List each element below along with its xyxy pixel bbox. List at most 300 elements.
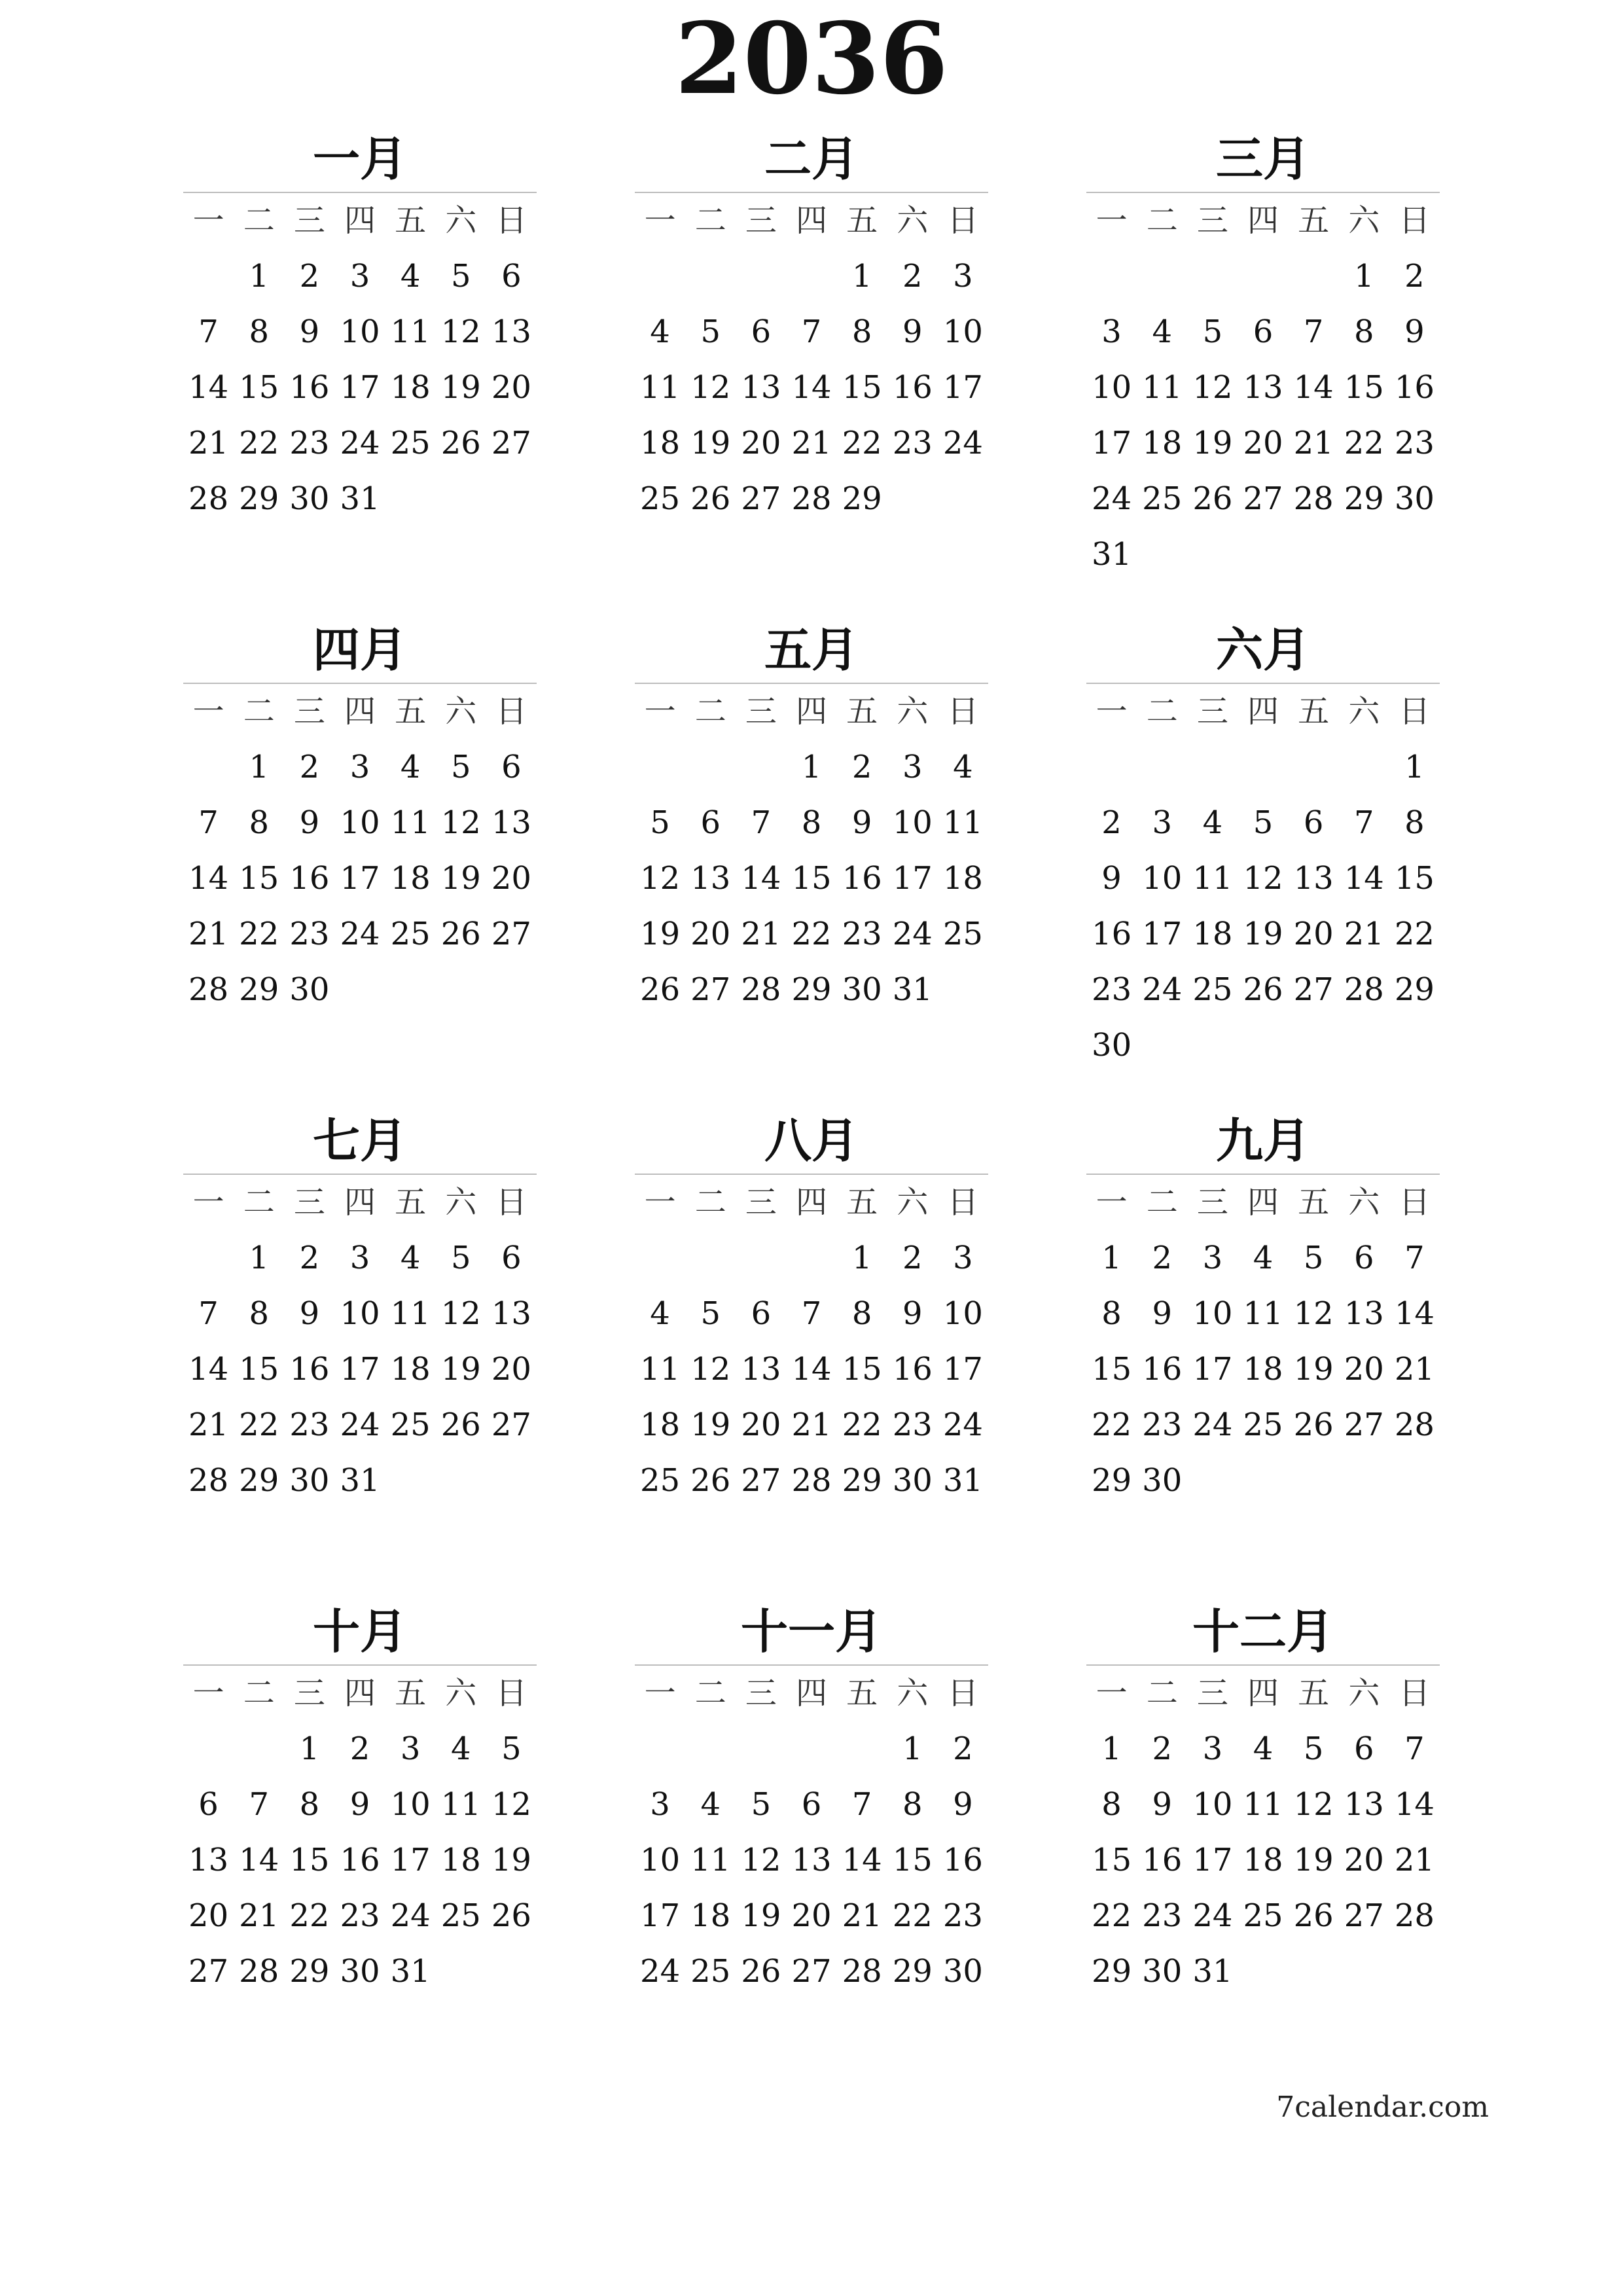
weekday-header: 日: [1399, 1184, 1431, 1221]
day-cell: 19: [1293, 1351, 1334, 1388]
day-cell: 3: [349, 1240, 370, 1276]
empty-cell: [635, 249, 685, 304]
day-cell: 3: [953, 258, 973, 295]
weekday-header: 三: [1196, 693, 1228, 730]
day-cell: 9: [953, 1786, 973, 1823]
day-cell: 14: [239, 1842, 279, 1878]
weekday-header: 日: [495, 1184, 527, 1221]
empty-cell: [1238, 740, 1288, 795]
day-cell: 30: [892, 1462, 933, 1499]
month-name: 二月: [635, 124, 988, 193]
day-cell: 2: [902, 1240, 923, 1276]
day-cell: 6: [501, 258, 522, 295]
day-cell: 16: [1142, 1351, 1183, 1388]
weekday-header: 六: [445, 1675, 477, 1712]
day-cell: 25: [1243, 1407, 1283, 1443]
day-cell: 31: [390, 1953, 431, 1990]
weekday-header: 四: [344, 1675, 376, 1712]
day-cell: 30: [842, 971, 882, 1008]
day-cell: 14: [1344, 860, 1384, 897]
weekday-header: 三: [293, 1675, 325, 1712]
weekday-header: 六: [1348, 693, 1380, 730]
weekday-header: 六: [1348, 1675, 1380, 1712]
day-cell: 28: [1293, 480, 1334, 517]
weekday-header: 一: [644, 1184, 676, 1221]
day-cell: 14: [741, 860, 781, 897]
day-cell: 27: [741, 1462, 781, 1499]
day-cell: 22: [1092, 1407, 1132, 1443]
day-cell: 26: [741, 1953, 781, 1990]
day-cell: 5: [1202, 314, 1223, 350]
day-cell: 13: [1344, 1295, 1384, 1332]
day-cell: 20: [491, 860, 531, 897]
empty-cell: [635, 740, 685, 795]
day-cell: 5: [1253, 804, 1274, 841]
day-cell: 7: [1303, 314, 1324, 350]
month-grid: [1086, 193, 1440, 583]
day-cell: 1: [1404, 749, 1425, 785]
day-cell: 9: [299, 1295, 320, 1332]
weekday-header: 三: [745, 693, 777, 730]
day-cell: 29: [239, 971, 279, 1008]
day-cell: 9: [299, 314, 320, 350]
day-cell: 30: [1142, 1462, 1183, 1499]
empty-cell: [736, 249, 786, 304]
month-grid: [635, 1175, 988, 1509]
weekday-header: 三: [293, 693, 325, 730]
day-cell: 17: [640, 1897, 681, 1934]
day-cell: 4: [650, 314, 670, 350]
day-cell: 3: [400, 1731, 421, 1767]
day-cell: 10: [390, 1786, 431, 1823]
weekday-header: 二: [1146, 693, 1178, 730]
day-cell: 6: [198, 1786, 219, 1823]
weekday-header: 五: [846, 1184, 878, 1221]
day-cell: 24: [390, 1897, 431, 1934]
day-cell: 23: [892, 1407, 933, 1443]
day-cell: 29: [289, 1953, 330, 1990]
day-cell: 21: [1293, 425, 1334, 461]
day-cell: 25: [1243, 1897, 1283, 1934]
day-cell: 28: [1394, 1407, 1435, 1443]
weekday-header: 一: [192, 202, 224, 239]
day-cell: 10: [1092, 369, 1132, 406]
day-cell: 25: [390, 916, 431, 952]
day-cell: 17: [1192, 1842, 1233, 1878]
day-cell: 30: [942, 1953, 983, 1990]
day-cell: 20: [1344, 1351, 1384, 1388]
weekday-header: 二: [694, 202, 726, 239]
day-cell: 26: [491, 1897, 531, 1934]
day-cell: 21: [791, 1407, 832, 1443]
weekday-header: 一: [644, 202, 676, 239]
weekday-header: 六: [1348, 1184, 1380, 1221]
day-cell: 9: [1404, 314, 1425, 350]
day-cell: 27: [1344, 1407, 1384, 1443]
day-cell: 5: [1303, 1240, 1324, 1276]
day-cell: 31: [340, 480, 380, 517]
day-cell: 30: [289, 971, 330, 1008]
day-cell: 4: [400, 1240, 421, 1276]
day-cell: 23: [1092, 971, 1132, 1008]
month-name: 十二月: [1086, 1597, 1440, 1666]
weekday-header: 六: [897, 202, 929, 239]
day-cell: 2: [902, 258, 923, 295]
month-name: 十月: [183, 1597, 537, 1666]
day-cell: 18: [640, 1407, 681, 1443]
day-cell: 27: [1243, 480, 1283, 517]
day-cell: 3: [349, 749, 370, 785]
day-cell: 16: [289, 860, 330, 897]
weekday-header: 四: [1247, 202, 1279, 239]
weekday-header: 五: [1298, 202, 1330, 239]
day-cell: 15: [791, 860, 832, 897]
day-cell: 27: [491, 916, 531, 952]
day-cell: 21: [188, 425, 229, 461]
empty-cell: [183, 1230, 234, 1286]
day-cell: 20: [1243, 425, 1283, 461]
day-cell: 21: [741, 916, 781, 952]
day-cell: 31: [340, 1462, 380, 1499]
day-cell: 30: [289, 1462, 330, 1499]
day-cell: 4: [953, 749, 973, 785]
day-cell: 18: [690, 1897, 731, 1934]
day-cell: 8: [902, 1786, 923, 1823]
month-block: [183, 1597, 537, 2000]
day-cell: 25: [640, 480, 681, 517]
day-cell: 19: [1243, 916, 1283, 952]
day-cell: 2: [299, 258, 320, 295]
weekday-header: 六: [445, 693, 477, 730]
day-cell: 30: [1092, 1027, 1132, 1064]
empty-cell: [685, 1230, 736, 1286]
day-cell: 28: [791, 1462, 832, 1499]
day-cell: 15: [842, 1351, 882, 1388]
day-cell: 12: [440, 314, 481, 350]
day-cell: 8: [1354, 314, 1374, 350]
weekday-header: 五: [395, 202, 427, 239]
weekday-header: 五: [1298, 1184, 1330, 1221]
day-cell: 16: [1142, 1842, 1183, 1878]
weekday-header: 三: [293, 1184, 325, 1221]
day-cell: 26: [640, 971, 681, 1008]
day-cell: 21: [791, 425, 832, 461]
day-cell: 29: [1394, 971, 1435, 1008]
day-cell: 12: [1192, 369, 1233, 406]
day-cell: 10: [640, 1842, 681, 1878]
day-cell: 9: [902, 1295, 923, 1332]
month-grid: [635, 684, 988, 1018]
day-cell: 26: [1293, 1407, 1334, 1443]
day-cell: 27: [1344, 1897, 1384, 1934]
empty-cell: [1187, 249, 1238, 304]
day-cell: 17: [340, 1351, 380, 1388]
day-cell: 5: [1303, 1731, 1324, 1767]
day-cell: 25: [640, 1462, 681, 1499]
empty-cell: [786, 249, 836, 304]
weekday-header: 四: [1247, 693, 1279, 730]
day-cell: 6: [501, 1240, 522, 1276]
day-cell: 6: [751, 314, 772, 350]
day-cell: 11: [390, 314, 431, 350]
day-cell: 17: [340, 369, 380, 406]
year-title: 2036: [675, 1, 948, 117]
weekday-header: 二: [694, 1184, 726, 1221]
day-cell: 23: [1394, 425, 1435, 461]
day-cell: 15: [1092, 1842, 1132, 1878]
day-cell: 27: [690, 971, 731, 1008]
empty-cell: [736, 740, 786, 795]
day-cell: 6: [1303, 804, 1324, 841]
weekday-header: 二: [694, 1675, 726, 1712]
day-cell: 16: [1092, 916, 1132, 952]
day-cell: 23: [892, 425, 933, 461]
day-cell: 11: [1142, 369, 1183, 406]
day-cell: 24: [340, 425, 380, 461]
day-cell: 7: [249, 1786, 269, 1823]
day-cell: 2: [1101, 804, 1122, 841]
day-cell: 29: [842, 480, 882, 517]
day-cell: 9: [1101, 860, 1122, 897]
day-cell: 10: [942, 1295, 983, 1332]
month-block: [1086, 615, 1440, 1073]
day-cell: 26: [1293, 1897, 1334, 1934]
weekday-header: 五: [395, 693, 427, 730]
day-cell: 1: [1101, 1731, 1122, 1767]
day-cell: 8: [249, 804, 269, 841]
weekday-header: 五: [1298, 1675, 1330, 1712]
day-cell: 15: [1344, 369, 1384, 406]
day-cell: 8: [1101, 1786, 1122, 1823]
weekday-header: 四: [1247, 1675, 1279, 1712]
day-cell: 25: [390, 1407, 431, 1443]
empty-cell: [183, 740, 234, 795]
weekday-header: 六: [445, 202, 477, 239]
day-cell: 15: [239, 860, 279, 897]
day-cell: 2: [1152, 1240, 1172, 1276]
day-cell: 19: [640, 916, 681, 952]
month-name: 一月: [183, 124, 537, 193]
day-cell: 29: [892, 1953, 933, 1990]
day-cell: 14: [791, 369, 832, 406]
month-block: [635, 1597, 988, 2000]
day-cell: 26: [690, 1462, 731, 1499]
day-cell: 17: [390, 1842, 431, 1878]
weekday-header: 日: [1399, 693, 1431, 730]
day-cell: 15: [239, 369, 279, 406]
weekday-header: 三: [293, 202, 325, 239]
weekday-header: 三: [745, 1675, 777, 1712]
day-cell: 12: [690, 1351, 731, 1388]
day-cell: 16: [842, 860, 882, 897]
day-cell: 20: [741, 425, 781, 461]
day-cell: 6: [1253, 314, 1274, 350]
day-cell: 6: [1354, 1240, 1374, 1276]
day-cell: 20: [1293, 916, 1334, 952]
day-cell: 2: [1152, 1731, 1172, 1767]
day-cell: 10: [942, 314, 983, 350]
weekday-header: 二: [1146, 1184, 1178, 1221]
day-cell: 15: [239, 1351, 279, 1388]
weekday-header: 一: [1096, 1675, 1128, 1712]
day-cell: 24: [1192, 1897, 1233, 1934]
footer-site: 7calendar.com: [1276, 2090, 1489, 2124]
day-cell: 22: [239, 916, 279, 952]
day-cell: 21: [1344, 916, 1384, 952]
day-cell: 6: [501, 749, 522, 785]
day-cell: 7: [851, 1786, 872, 1823]
empty-cell: [736, 1230, 786, 1286]
day-cell: 13: [690, 860, 731, 897]
month-block: [183, 615, 537, 1018]
day-cell: 26: [440, 425, 481, 461]
day-cell: 11: [942, 804, 983, 841]
day-cell: 2: [851, 749, 872, 785]
weekday-header: 二: [1146, 1675, 1178, 1712]
day-cell: 20: [1344, 1842, 1384, 1878]
day-cell: 5: [650, 804, 670, 841]
day-cell: 25: [1142, 480, 1183, 517]
day-cell: 12: [690, 369, 731, 406]
day-cell: 24: [1092, 480, 1132, 517]
day-cell: 21: [1394, 1351, 1435, 1388]
empty-cell: [183, 249, 234, 304]
day-cell: 11: [1243, 1786, 1283, 1823]
day-cell: 22: [239, 425, 279, 461]
day-cell: 28: [1344, 971, 1384, 1008]
day-cell: 29: [1344, 480, 1384, 517]
day-cell: 24: [340, 1407, 380, 1443]
day-cell: 28: [741, 971, 781, 1008]
weekday-header: 一: [644, 1675, 676, 1712]
day-cell: 25: [942, 916, 983, 952]
day-cell: 28: [791, 480, 832, 517]
day-cell: 8: [801, 804, 822, 841]
weekday-header: 一: [644, 693, 676, 730]
day-cell: 5: [700, 314, 721, 350]
month-grid: [635, 1666, 988, 2000]
day-cell: 26: [1243, 971, 1283, 1008]
day-cell: 1: [299, 1731, 320, 1767]
day-cell: 23: [1142, 1407, 1183, 1443]
weekday-header: 一: [192, 1184, 224, 1221]
day-cell: 13: [1344, 1786, 1384, 1823]
day-cell: 22: [842, 425, 882, 461]
weekday-header: 二: [243, 1184, 275, 1221]
weekday-header: 四: [1247, 1184, 1279, 1221]
weekday-header: 三: [745, 1184, 777, 1221]
empty-cell: [685, 249, 736, 304]
day-cell: 11: [690, 1842, 731, 1878]
weekday-header: 日: [947, 1675, 979, 1712]
day-cell: 18: [390, 1351, 431, 1388]
day-cell: 5: [451, 749, 471, 785]
day-cell: 27: [1293, 971, 1334, 1008]
day-cell: 8: [299, 1786, 320, 1823]
day-cell: 14: [1394, 1786, 1435, 1823]
day-cell: 4: [650, 1295, 670, 1332]
day-cell: 21: [188, 1407, 229, 1443]
day-cell: 30: [1394, 480, 1435, 517]
weekday-header: 三: [1196, 202, 1228, 239]
day-cell: 26: [690, 480, 731, 517]
day-cell: 18: [1243, 1842, 1283, 1878]
weekday-header: 三: [745, 202, 777, 239]
day-cell: 7: [198, 1295, 219, 1332]
day-cell: 15: [842, 369, 882, 406]
weekday-header: 六: [897, 693, 929, 730]
day-cell: 31: [1092, 536, 1132, 573]
weekday-header: 日: [947, 1184, 979, 1221]
day-cell: 30: [340, 1953, 380, 1990]
day-cell: 21: [1394, 1842, 1435, 1878]
day-cell: 18: [1243, 1351, 1283, 1388]
day-cell: 3: [902, 749, 923, 785]
day-cell: 5: [501, 1731, 522, 1767]
day-cell: 28: [239, 1953, 279, 1990]
month-block: [635, 1106, 988, 1509]
month-grid: [183, 193, 537, 527]
day-cell: 30: [1142, 1953, 1183, 1990]
day-cell: 6: [751, 1295, 772, 1332]
day-cell: 1: [1101, 1240, 1122, 1276]
day-cell: 16: [892, 1351, 933, 1388]
weekday-header: 二: [1146, 202, 1178, 239]
day-cell: 24: [1142, 971, 1183, 1008]
weekday-header: 日: [947, 693, 979, 730]
day-cell: 3: [1202, 1240, 1223, 1276]
day-cell: 12: [440, 1295, 481, 1332]
empty-cell: [635, 1721, 685, 1777]
day-cell: 3: [650, 1786, 670, 1823]
day-cell: 13: [741, 369, 781, 406]
day-cell: 4: [1253, 1240, 1274, 1276]
day-cell: 3: [953, 1240, 973, 1276]
month-block: [183, 1106, 537, 1509]
day-cell: 17: [340, 860, 380, 897]
empty-cell: [183, 1721, 234, 1777]
weekday-header: 三: [1196, 1184, 1228, 1221]
empty-cell: [786, 1721, 836, 1777]
day-cell: 5: [751, 1786, 772, 1823]
weekday-header: 日: [1399, 1675, 1431, 1712]
empty-cell: [837, 1721, 887, 1777]
day-cell: 12: [440, 804, 481, 841]
month-grid: [1086, 684, 1440, 1073]
day-cell: 3: [1202, 1731, 1223, 1767]
day-cell: 24: [942, 425, 983, 461]
month-name: 八月: [635, 1106, 988, 1175]
month-block: [635, 615, 988, 1018]
day-cell: 26: [1192, 480, 1233, 517]
day-cell: 10: [1192, 1786, 1233, 1823]
day-cell: 1: [249, 258, 269, 295]
month-name: 七月: [183, 1106, 537, 1175]
empty-cell: [1187, 740, 1238, 795]
day-cell: 18: [1142, 425, 1183, 461]
weekday-header: 五: [395, 1184, 427, 1221]
day-cell: 5: [700, 1295, 721, 1332]
day-cell: 11: [1192, 860, 1233, 897]
day-cell: 10: [340, 1295, 380, 1332]
weekday-header: 五: [846, 202, 878, 239]
day-cell: 9: [902, 314, 923, 350]
day-cell: 11: [440, 1786, 481, 1823]
weekday-header: 日: [947, 202, 979, 239]
empty-cell: [1339, 740, 1389, 795]
month-name: 五月: [635, 615, 988, 684]
day-cell: 27: [791, 1953, 832, 1990]
